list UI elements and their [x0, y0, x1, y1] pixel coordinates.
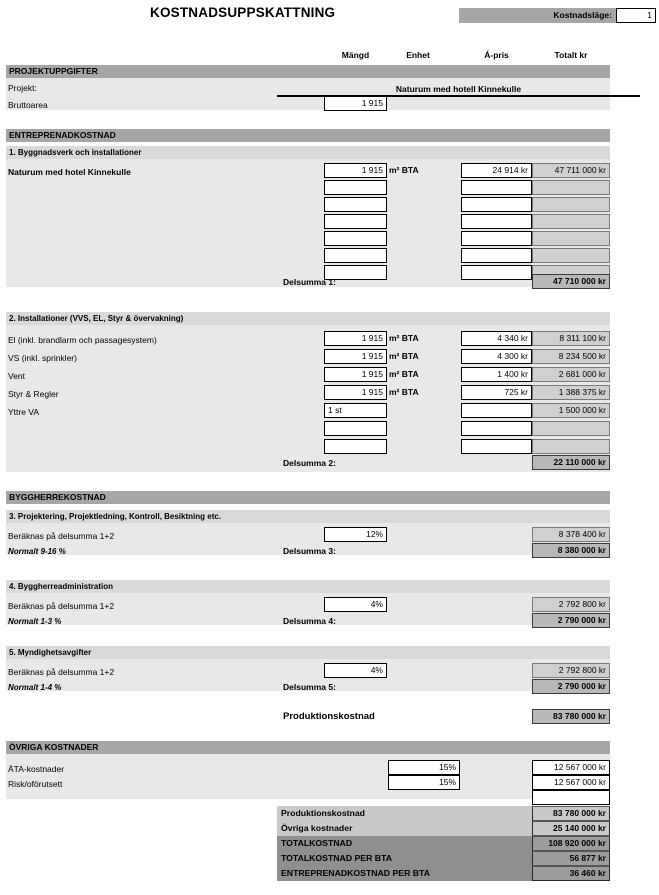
row-totalt-value: 8 234 500 kr	[532, 349, 610, 364]
column-header-mangd: Mängd	[341, 50, 370, 60]
row-label: Yttre VA	[8, 407, 40, 417]
row-mangd-input[interactable]	[324, 421, 387, 436]
row-mangd-input[interactable]	[324, 248, 387, 263]
kostnadslage-input[interactable]: 1	[616, 8, 656, 23]
row-apris-input[interactable]: 725 kr	[461, 385, 532, 400]
summary-label: Produktionskostnad	[281, 808, 365, 818]
projekt-name-value[interactable]: Naturum med hotell Kinnekulle	[395, 84, 522, 94]
summary-value: 36 460 kr	[532, 866, 610, 881]
row-mangd-input[interactable]	[324, 214, 387, 229]
summary-label: ENTREPRENADKOSTNAD PER BTA	[281, 868, 430, 878]
section-header-3-projektering: 3. Projektering, Projektledning, Kontroll, Besiktning etc.	[6, 510, 610, 523]
section5-note: Normalt 1-4 %	[8, 683, 62, 692]
section-header-5-myndighetsavgifter: 5. Myndighetsavgifter	[6, 646, 610, 659]
summary-label: TOTALKOSTNAD	[281, 838, 353, 848]
row-apris-input[interactable]	[461, 197, 532, 212]
row-apris-input[interactable]	[461, 214, 532, 229]
summary-row-produktionskostnad	[277, 806, 610, 821]
row-mangd-input[interactable]: 1 915	[324, 349, 387, 364]
row-totalt-value	[532, 439, 610, 454]
row-totalt-value: 2 681 000 kr	[532, 367, 610, 382]
row-apris-input[interactable]: 4 340 kr	[461, 331, 532, 346]
row-mangd-input[interactable]: 1 915	[324, 385, 387, 400]
row-apris-input[interactable]	[461, 180, 532, 195]
section-header-4-byggherreadministration: 4. Byggherreadministration	[6, 580, 610, 593]
row-mangd-input[interactable]: 1 915	[324, 331, 387, 346]
kostnadslage-label: Kostnadsläge:	[553, 10, 612, 20]
row-totalt-value	[532, 197, 610, 212]
delsumma-4-value: 2 790 000 kr	[532, 613, 610, 628]
row-apris-input[interactable]	[461, 231, 532, 246]
row-label: VS (inkl. sprinkler)	[8, 353, 77, 363]
section4-basis-label: Beräknas på delsumma 1+2	[8, 601, 115, 611]
section3-basis-label: Beräknas på delsumma 1+2	[8, 531, 115, 541]
row-label: Styr & Regler	[8, 389, 59, 399]
column-header-apris: Á-pris	[484, 50, 509, 60]
row-enhet-label: m² BTA	[389, 351, 419, 361]
delsumma-1-label: Delsumma 1:	[283, 277, 336, 287]
ovriga-percent-input[interactable]: 15%	[388, 760, 460, 775]
row-enhet-label: m² BTA	[389, 369, 419, 379]
section-header-byggherrekostnad: BYGGHERREKOSTNAD	[6, 491, 610, 504]
delsumma-5-value: 2 790 000 kr	[532, 679, 610, 694]
row-label: Naturum med hotel Kinnekulle	[8, 167, 131, 177]
row-apris-input[interactable]: 24 914 kr	[461, 163, 532, 178]
delsumma-3-value: 8 380 000 kr	[532, 543, 610, 558]
section3-note: Normalt 9-16 %	[8, 547, 66, 556]
section4-percent-input[interactable]: 4%	[324, 597, 387, 612]
delsumma-1-value: 47 710 000 kr	[532, 274, 610, 289]
row-enhet-label: m² BTA	[389, 387, 419, 397]
projektuppgifter-body	[6, 78, 610, 110]
row-mangd-input[interactable]: 1 915	[324, 367, 387, 382]
section3-percent-input[interactable]: 12%	[324, 527, 387, 542]
section-header-projektuppgifter: PROJEKTUPPGIFTER	[6, 65, 610, 78]
row-apris-input[interactable]: 1 400 kr	[461, 367, 532, 382]
section4-note: Normalt 1-3 %	[8, 617, 62, 626]
row-enhet-label: m² BTA	[389, 333, 419, 343]
row-apris-input[interactable]: 4 300 kr	[461, 349, 532, 364]
section4-calc-value: 2 792 800 kr	[532, 597, 610, 612]
row-totalt-value	[532, 231, 610, 246]
section-header-entreprenadkostnad: ENTREPRENADKOSTNAD	[6, 129, 610, 142]
row-apris-input[interactable]	[461, 421, 532, 436]
ovriga-value: 12 567 000 kr	[532, 775, 610, 790]
row-mangd-input[interactable]	[324, 439, 387, 454]
row-totalt-value: 8 311 100 kr	[532, 331, 610, 346]
row-enhet-label: m² BTA	[389, 165, 419, 175]
row-mangd-input[interactable]: 1 915	[324, 163, 387, 178]
row-totalt-value	[532, 214, 610, 229]
row-apris-input[interactable]	[461, 265, 532, 280]
row-apris-input[interactable]	[461, 248, 532, 263]
summary-row-totalkostnad	[277, 836, 610, 851]
ovriga-percent-input[interactable]: 15%	[388, 775, 460, 790]
row-totalt-value: 47 711 000 kr	[532, 163, 610, 178]
row-totalt-value	[532, 180, 610, 195]
row-mangd-input[interactable]	[324, 180, 387, 195]
ovriga-value	[532, 790, 610, 805]
row-totalt-value: 1 388 375 kr	[532, 385, 610, 400]
row-label: El (inkl. brandlarm och passagesystem)	[8, 335, 157, 345]
summary-value: 56 877 kr	[532, 851, 610, 866]
summary-label: Övriga kostnader	[281, 823, 353, 833]
summary-row-ovriga-kostnader	[277, 821, 610, 836]
row-mangd-input[interactable]	[324, 197, 387, 212]
produktionskostnad-value: 83 780 000 kr	[532, 709, 610, 724]
row-apris-input[interactable]	[461, 403, 532, 418]
row-label: Risk/oförutsett	[8, 779, 63, 789]
delsumma-3-label: Delsumma 3:	[283, 546, 336, 556]
projekt-label: Projekt:	[8, 83, 37, 93]
summary-row-entreprenadkostnad-per-bta	[277, 866, 610, 881]
produktionskostnad-label: Produktionskostnad	[283, 711, 375, 722]
row-mangd-input[interactable]	[324, 231, 387, 246]
section-header-1-byggnadsverk: 1. Byggnadsverk och installationer	[6, 146, 610, 159]
row-totalt-value	[532, 421, 610, 436]
row-mangd-input[interactable]: 1 st	[324, 403, 387, 418]
section-header-2-installationer: 2. Installationer (VVS, EL, Styr & övervakning)	[6, 312, 610, 325]
section5-basis-label: Beräknas på delsumma 1+2	[8, 667, 115, 677]
delsumma-2-value: 22 110 000 kr	[532, 455, 610, 470]
ovriga-value: 12 567 000 kr	[532, 760, 610, 775]
section3-calc-value: 8 378 400 kr	[532, 527, 610, 542]
summary-label: TOTALKOSTNAD PER BTA	[281, 853, 393, 863]
delsumma-5-label: Delsumma 5:	[283, 682, 336, 692]
row-totalt-value: 1 500 000 kr	[532, 403, 610, 418]
bruttoarea-label: Bruttoarea	[8, 100, 48, 110]
section-header-ovriga-kostnader: ÖVRIGA KOSTNADER	[6, 741, 610, 754]
delsumma-4-label: Delsumma 4:	[283, 616, 336, 626]
row-label: ÄTA-kostnader	[8, 764, 65, 774]
summary-value: 83 780 000 kr	[532, 806, 610, 821]
delsumma-2-label: Delsumma 2:	[283, 458, 336, 468]
summary-value: 108 920 000 kr	[532, 836, 610, 851]
section5-percent-input[interactable]: 4%	[324, 663, 387, 678]
column-header-totalt: Totalt kr	[554, 50, 588, 60]
ovriga-kostnader-body	[6, 754, 610, 799]
summary-row-totalkostnad-per-bta	[277, 851, 610, 866]
page-title: KOSTNADSUPPSKATTNING	[150, 5, 336, 20]
row-apris-input[interactable]	[461, 439, 532, 454]
row-label: Vent	[8, 371, 26, 381]
bruttoarea-input[interactable]: 1 915	[324, 96, 387, 111]
section5-calc-value: 2 792 800 kr	[532, 663, 610, 678]
row-totalt-value	[532, 248, 610, 263]
column-header-enhet: Enhet	[406, 50, 430, 60]
summary-value: 25 140 000 kr	[532, 821, 610, 836]
